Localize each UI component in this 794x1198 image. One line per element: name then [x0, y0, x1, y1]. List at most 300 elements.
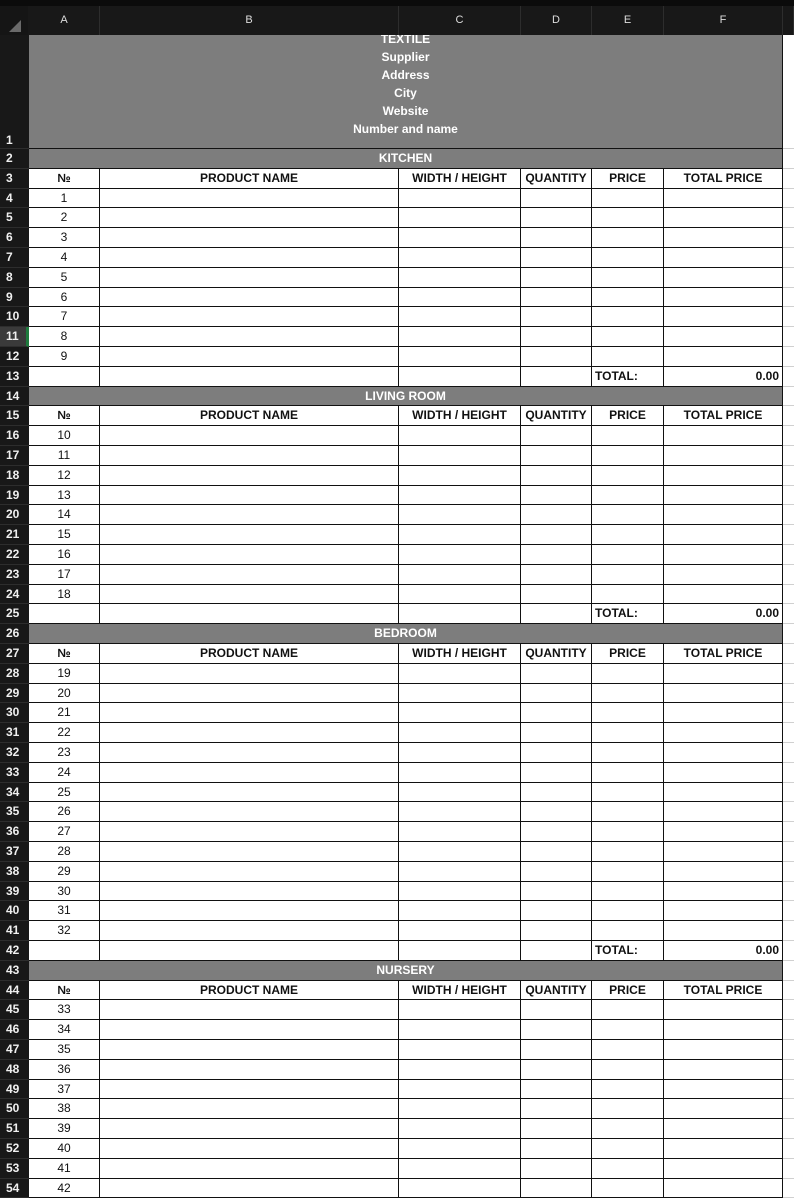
product-name-cell[interactable]	[100, 307, 399, 327]
product-name-cell[interactable]	[100, 783, 399, 803]
item-number-cell[interactable]: 4	[29, 248, 100, 268]
product-name-cell[interactable]	[100, 545, 399, 565]
price-cell[interactable]	[592, 842, 664, 862]
total-row-cell[interactable]	[521, 941, 592, 961]
width-height-cell[interactable]	[399, 723, 521, 743]
price-cell[interactable]	[592, 1099, 664, 1119]
width-height-cell[interactable]	[399, 525, 521, 545]
item-number-cell[interactable]: 16	[29, 545, 100, 565]
column-header-e[interactable]: E	[592, 6, 664, 35]
row-header-48[interactable]: 48	[0, 1060, 29, 1080]
item-number-cell[interactable]: 33	[29, 1000, 100, 1020]
row-header-26[interactable]: 26	[0, 624, 29, 644]
product-name-cell[interactable]	[100, 743, 399, 763]
item-number-cell[interactable]: 21	[29, 703, 100, 723]
total-price-cell[interactable]	[664, 1000, 783, 1020]
total-price-cell[interactable]	[664, 1040, 783, 1060]
item-number-cell[interactable]: 7	[29, 307, 100, 327]
row-header-2[interactable]: 2	[0, 149, 29, 169]
column-header-c[interactable]: C	[399, 6, 521, 35]
row-header-12[interactable]: 12	[0, 347, 29, 367]
row-header-19[interactable]: 19	[0, 486, 29, 506]
row-header-46[interactable]: 46	[0, 1020, 29, 1040]
quantity-cell[interactable]	[521, 208, 592, 228]
width-height-cell[interactable]	[399, 189, 521, 209]
quantity-cell[interactable]	[521, 1020, 592, 1040]
row-header-40[interactable]: 40	[0, 901, 29, 921]
product-name-cell[interactable]	[100, 248, 399, 268]
total-price-cell[interactable]	[664, 763, 783, 783]
total-price-cell[interactable]	[664, 684, 783, 704]
width-height-cell[interactable]	[399, 1099, 521, 1119]
price-cell[interactable]	[592, 822, 664, 842]
item-number-cell[interactable]: 38	[29, 1099, 100, 1119]
total-price-cell[interactable]	[664, 1020, 783, 1040]
item-number-cell[interactable]: 12	[29, 466, 100, 486]
row-header-54[interactable]: 54	[0, 1179, 29, 1198]
price-cell[interactable]	[592, 585, 664, 605]
price-cell[interactable]	[592, 1060, 664, 1080]
quantity-cell[interactable]	[521, 882, 592, 902]
select-all-button[interactable]	[0, 6, 28, 35]
item-number-cell[interactable]: 40	[29, 1139, 100, 1159]
total-price-cell[interactable]	[664, 901, 783, 921]
item-number-cell[interactable]: 37	[29, 1080, 100, 1100]
row-header-14[interactable]: 14	[0, 387, 29, 407]
row-header-4[interactable]: 4	[0, 189, 29, 209]
total-price-cell[interactable]	[664, 288, 783, 308]
item-number-cell[interactable]: 13	[29, 486, 100, 506]
product-name-cell[interactable]	[100, 505, 399, 525]
row-header-21[interactable]: 21	[0, 525, 29, 545]
width-height-cell[interactable]	[399, 347, 521, 367]
width-height-cell[interactable]	[399, 664, 521, 684]
total-row-cell[interactable]	[399, 367, 521, 387]
width-height-cell[interactable]	[399, 327, 521, 347]
width-height-cell[interactable]	[399, 1139, 521, 1159]
item-number-cell[interactable]: 39	[29, 1119, 100, 1139]
quantity-cell[interactable]	[521, 1159, 592, 1179]
total-row-cell[interactable]	[29, 367, 100, 387]
width-height-cell[interactable]	[399, 505, 521, 525]
product-name-cell[interactable]	[100, 1139, 399, 1159]
item-number-cell[interactable]: 18	[29, 585, 100, 605]
row-header-41[interactable]: 41	[0, 921, 29, 941]
price-cell[interactable]	[592, 307, 664, 327]
price-cell[interactable]	[592, 862, 664, 882]
row-header-53[interactable]: 53	[0, 1159, 29, 1179]
price-cell[interactable]	[592, 347, 664, 367]
total-price-cell[interactable]	[664, 1119, 783, 1139]
item-number-cell[interactable]: 3	[29, 228, 100, 248]
product-name-cell[interactable]	[100, 921, 399, 941]
quantity-cell[interactable]	[521, 763, 592, 783]
item-number-cell[interactable]: 24	[29, 763, 100, 783]
quantity-cell[interactable]	[521, 842, 592, 862]
total-price-cell[interactable]	[664, 585, 783, 605]
width-height-cell[interactable]	[399, 1060, 521, 1080]
row-header-38[interactable]: 38	[0, 862, 29, 882]
product-name-cell[interactable]	[100, 684, 399, 704]
item-number-cell[interactable]: 5	[29, 268, 100, 288]
product-name-cell[interactable]	[100, 585, 399, 605]
total-label[interactable]: TOTAL:	[592, 604, 664, 624]
item-number-cell[interactable]: 10	[29, 426, 100, 446]
quantity-cell[interactable]	[521, 525, 592, 545]
price-cell[interactable]	[592, 1139, 664, 1159]
product-name-cell[interactable]	[100, 446, 399, 466]
row-header-32[interactable]: 32	[0, 743, 29, 763]
item-number-cell[interactable]: 20	[29, 684, 100, 704]
product-name-cell[interactable]	[100, 1099, 399, 1119]
total-price-cell[interactable]	[664, 347, 783, 367]
row-header-7[interactable]: 7	[0, 248, 29, 268]
width-height-cell[interactable]	[399, 842, 521, 862]
width-height-cell[interactable]	[399, 466, 521, 486]
item-number-cell[interactable]: 31	[29, 901, 100, 921]
price-cell[interactable]	[592, 664, 664, 684]
row-header-22[interactable]: 22	[0, 545, 29, 565]
quantity-cell[interactable]	[521, 1000, 592, 1020]
row-header-20[interactable]: 20	[0, 505, 29, 525]
total-price-cell[interactable]	[664, 307, 783, 327]
price-cell[interactable]	[592, 486, 664, 506]
row-header-47[interactable]: 47	[0, 1040, 29, 1060]
item-number-cell[interactable]: 28	[29, 842, 100, 862]
width-height-cell[interactable]	[399, 307, 521, 327]
total-price-cell[interactable]	[664, 743, 783, 763]
product-name-cell[interactable]	[100, 268, 399, 288]
row-header-18[interactable]: 18	[0, 466, 29, 486]
row-header-9[interactable]: 9	[0, 288, 29, 308]
width-height-cell[interactable]	[399, 684, 521, 704]
quantity-cell[interactable]	[521, 565, 592, 585]
price-cell[interactable]	[592, 327, 664, 347]
quantity-cell[interactable]	[521, 288, 592, 308]
product-name-cell[interactable]	[100, 486, 399, 506]
product-name-cell[interactable]	[100, 1020, 399, 1040]
column-header-next[interactable]	[783, 6, 794, 35]
product-name-cell[interactable]	[100, 208, 399, 228]
total-price-cell[interactable]	[664, 565, 783, 585]
total-price-cell[interactable]	[664, 228, 783, 248]
row-header-3[interactable]: 3	[0, 169, 29, 189]
total-label[interactable]: TOTAL:	[592, 367, 664, 387]
quantity-cell[interactable]	[521, 921, 592, 941]
price-cell[interactable]	[592, 545, 664, 565]
total-price-cell[interactable]	[664, 842, 783, 862]
quantity-cell[interactable]	[521, 743, 592, 763]
price-cell[interactable]	[592, 189, 664, 209]
item-number-cell[interactable]: 19	[29, 664, 100, 684]
row-header-50[interactable]: 50	[0, 1099, 29, 1119]
quantity-cell[interactable]	[521, 783, 592, 803]
product-name-cell[interactable]	[100, 862, 399, 882]
total-price-cell[interactable]	[664, 545, 783, 565]
item-number-cell[interactable]: 14	[29, 505, 100, 525]
quantity-cell[interactable]	[521, 1060, 592, 1080]
width-height-cell[interactable]	[399, 1020, 521, 1040]
total-price-cell[interactable]	[664, 703, 783, 723]
product-name-cell[interactable]	[100, 327, 399, 347]
width-height-cell[interactable]	[399, 1080, 521, 1100]
total-label[interactable]: TOTAL:	[592, 941, 664, 961]
total-price-cell[interactable]	[664, 1060, 783, 1080]
product-name-cell[interactable]	[100, 664, 399, 684]
row-header-23[interactable]: 23	[0, 565, 29, 585]
quantity-cell[interactable]	[521, 307, 592, 327]
total-price-cell[interactable]	[664, 822, 783, 842]
total-price-cell[interactable]	[664, 248, 783, 268]
width-height-cell[interactable]	[399, 486, 521, 506]
item-number-cell[interactable]: 30	[29, 882, 100, 902]
price-cell[interactable]	[592, 228, 664, 248]
width-height-cell[interactable]	[399, 1119, 521, 1139]
row-header-27[interactable]: 27	[0, 644, 29, 664]
width-height-cell[interactable]	[399, 901, 521, 921]
quantity-cell[interactable]	[521, 723, 592, 743]
quantity-cell[interactable]	[521, 1099, 592, 1119]
width-height-cell[interactable]	[399, 565, 521, 585]
quantity-cell[interactable]	[521, 585, 592, 605]
row-header-30[interactable]: 30	[0, 703, 29, 723]
width-height-cell[interactable]	[399, 921, 521, 941]
product-name-cell[interactable]	[100, 1119, 399, 1139]
total-price-cell[interactable]	[664, 525, 783, 545]
price-cell[interactable]	[592, 882, 664, 902]
quantity-cell[interactable]	[521, 486, 592, 506]
product-name-cell[interactable]	[100, 763, 399, 783]
row-header-49[interactable]: 49	[0, 1080, 29, 1100]
price-cell[interactable]	[592, 1020, 664, 1040]
quantity-cell[interactable]	[521, 1139, 592, 1159]
width-height-cell[interactable]	[399, 882, 521, 902]
price-cell[interactable]	[592, 288, 664, 308]
total-price-cell[interactable]	[664, 505, 783, 525]
item-number-cell[interactable]: 1	[29, 189, 100, 209]
quantity-cell[interactable]	[521, 822, 592, 842]
total-row-cell[interactable]	[100, 941, 399, 961]
quantity-cell[interactable]	[521, 1080, 592, 1100]
row-header-35[interactable]: 35	[0, 802, 29, 822]
price-cell[interactable]	[592, 901, 664, 921]
quantity-cell[interactable]	[521, 347, 592, 367]
price-cell[interactable]	[592, 525, 664, 545]
price-cell[interactable]	[592, 248, 664, 268]
item-number-cell[interactable]: 23	[29, 743, 100, 763]
product-name-cell[interactable]	[100, 901, 399, 921]
total-row-cell[interactable]	[29, 941, 100, 961]
product-name-cell[interactable]	[100, 723, 399, 743]
column-header-a[interactable]: A	[29, 6, 100, 35]
width-height-cell[interactable]	[399, 763, 521, 783]
product-name-cell[interactable]	[100, 1040, 399, 1060]
price-cell[interactable]	[592, 703, 664, 723]
quantity-cell[interactable]	[521, 1119, 592, 1139]
row-header-31[interactable]: 31	[0, 723, 29, 743]
item-number-cell[interactable]: 34	[29, 1020, 100, 1040]
product-name-cell[interactable]	[100, 288, 399, 308]
price-cell[interactable]	[592, 1119, 664, 1139]
row-header-6[interactable]: 6	[0, 228, 29, 248]
product-name-cell[interactable]	[100, 426, 399, 446]
row-header-33[interactable]: 33	[0, 763, 29, 783]
total-price-cell[interactable]	[664, 486, 783, 506]
item-number-cell[interactable]: 6	[29, 288, 100, 308]
total-price-cell[interactable]	[664, 1080, 783, 1100]
row-header-39[interactable]: 39	[0, 882, 29, 902]
quantity-cell[interactable]	[521, 248, 592, 268]
product-name-cell[interactable]	[100, 1000, 399, 1020]
item-number-cell[interactable]: 27	[29, 822, 100, 842]
price-cell[interactable]	[592, 921, 664, 941]
product-name-cell[interactable]	[100, 189, 399, 209]
item-number-cell[interactable]: 17	[29, 565, 100, 585]
total-price-cell[interactable]	[664, 802, 783, 822]
price-cell[interactable]	[592, 1179, 664, 1198]
item-number-cell[interactable]: 29	[29, 862, 100, 882]
product-name-cell[interactable]	[100, 525, 399, 545]
quantity-cell[interactable]	[521, 466, 592, 486]
price-cell[interactable]	[592, 565, 664, 585]
row-header-11[interactable]: 11	[0, 327, 29, 347]
quantity-cell[interactable]	[521, 1040, 592, 1060]
quantity-cell[interactable]	[521, 426, 592, 446]
row-header-45[interactable]: 45	[0, 1000, 29, 1020]
total-row-cell[interactable]	[100, 367, 399, 387]
item-number-cell[interactable]: 2	[29, 208, 100, 228]
width-height-cell[interactable]	[399, 248, 521, 268]
total-row-cell[interactable]	[399, 604, 521, 624]
product-name-cell[interactable]	[100, 822, 399, 842]
row-header-34[interactable]: 34	[0, 783, 29, 803]
total-price-cell[interactable]	[664, 882, 783, 902]
total-price-cell[interactable]	[664, 664, 783, 684]
total-value[interactable]: 0.00	[664, 367, 783, 387]
row-header-37[interactable]: 37	[0, 842, 29, 862]
price-cell[interactable]	[592, 446, 664, 466]
item-number-cell[interactable]: 15	[29, 525, 100, 545]
price-cell[interactable]	[592, 466, 664, 486]
quantity-cell[interactable]	[521, 802, 592, 822]
item-number-cell[interactable]: 8	[29, 327, 100, 347]
width-height-cell[interactable]	[399, 1000, 521, 1020]
width-height-cell[interactable]	[399, 743, 521, 763]
width-height-cell[interactable]	[399, 268, 521, 288]
row-header-51[interactable]: 51	[0, 1119, 29, 1139]
column-header-b[interactable]: B	[100, 6, 399, 35]
width-height-cell[interactable]	[399, 228, 521, 248]
quantity-cell[interactable]	[521, 862, 592, 882]
product-name-cell[interactable]	[100, 1159, 399, 1179]
price-cell[interactable]	[592, 1000, 664, 1020]
row-header-36[interactable]: 36	[0, 822, 29, 842]
row-header-5[interactable]: 5	[0, 208, 29, 228]
quantity-cell[interactable]	[521, 268, 592, 288]
row-header-42[interactable]: 42	[0, 941, 29, 961]
item-number-cell[interactable]: 11	[29, 446, 100, 466]
row-header-24[interactable]: 24	[0, 585, 29, 605]
row-header-43[interactable]: 43	[0, 961, 29, 981]
item-number-cell[interactable]: 42	[29, 1179, 100, 1198]
total-price-cell[interactable]	[664, 1099, 783, 1119]
column-header-d[interactable]: D	[521, 6, 592, 35]
item-number-cell[interactable]: 41	[29, 1159, 100, 1179]
product-name-cell[interactable]	[100, 228, 399, 248]
price-cell[interactable]	[592, 783, 664, 803]
quantity-cell[interactable]	[521, 505, 592, 525]
width-height-cell[interactable]	[399, 545, 521, 565]
width-height-cell[interactable]	[399, 1179, 521, 1198]
total-price-cell[interactable]	[664, 426, 783, 446]
item-number-cell[interactable]: 22	[29, 723, 100, 743]
width-height-cell[interactable]	[399, 288, 521, 308]
total-price-cell[interactable]	[664, 189, 783, 209]
price-cell[interactable]	[592, 505, 664, 525]
item-number-cell[interactable]: 36	[29, 1060, 100, 1080]
width-height-cell[interactable]	[399, 208, 521, 228]
width-height-cell[interactable]	[399, 822, 521, 842]
price-cell[interactable]	[592, 1080, 664, 1100]
item-number-cell[interactable]: 25	[29, 783, 100, 803]
width-height-cell[interactable]	[399, 1040, 521, 1060]
total-price-cell[interactable]	[664, 208, 783, 228]
item-number-cell[interactable]: 32	[29, 921, 100, 941]
quantity-cell[interactable]	[521, 901, 592, 921]
quantity-cell[interactable]	[521, 1179, 592, 1198]
total-price-cell[interactable]	[664, 268, 783, 288]
width-height-cell[interactable]	[399, 802, 521, 822]
row-header-16[interactable]: 16	[0, 426, 29, 446]
total-row-cell[interactable]	[399, 941, 521, 961]
product-name-cell[interactable]	[100, 1060, 399, 1080]
product-name-cell[interactable]	[100, 466, 399, 486]
product-name-cell[interactable]	[100, 703, 399, 723]
row-header-17[interactable]: 17	[0, 446, 29, 466]
total-price-cell[interactable]	[664, 1139, 783, 1159]
total-price-cell[interactable]	[664, 466, 783, 486]
row-header-10[interactable]: 10	[0, 307, 29, 327]
width-height-cell[interactable]	[399, 426, 521, 446]
width-height-cell[interactable]	[399, 783, 521, 803]
row-header-28[interactable]: 28	[0, 664, 29, 684]
quantity-cell[interactable]	[521, 545, 592, 565]
quantity-cell[interactable]	[521, 327, 592, 347]
price-cell[interactable]	[592, 426, 664, 446]
price-cell[interactable]	[592, 763, 664, 783]
item-number-cell[interactable]: 26	[29, 802, 100, 822]
row-header-25[interactable]: 25	[0, 604, 29, 624]
product-name-cell[interactable]	[100, 842, 399, 862]
width-height-cell[interactable]	[399, 446, 521, 466]
total-value[interactable]: 0.00	[664, 604, 783, 624]
total-row-cell[interactable]	[521, 604, 592, 624]
product-name-cell[interactable]	[100, 802, 399, 822]
total-price-cell[interactable]	[664, 1159, 783, 1179]
row-header-44[interactable]: 44	[0, 981, 29, 1001]
width-height-cell[interactable]	[399, 703, 521, 723]
item-number-cell[interactable]: 35	[29, 1040, 100, 1060]
price-cell[interactable]	[592, 743, 664, 763]
product-name-cell[interactable]	[100, 1080, 399, 1100]
product-name-cell[interactable]	[100, 565, 399, 585]
price-cell[interactable]	[592, 684, 664, 704]
total-price-cell[interactable]	[664, 783, 783, 803]
width-height-cell[interactable]	[399, 585, 521, 605]
row-header-1[interactable]: 1	[0, 35, 29, 149]
total-price-cell[interactable]	[664, 723, 783, 743]
total-row-cell[interactable]	[100, 604, 399, 624]
